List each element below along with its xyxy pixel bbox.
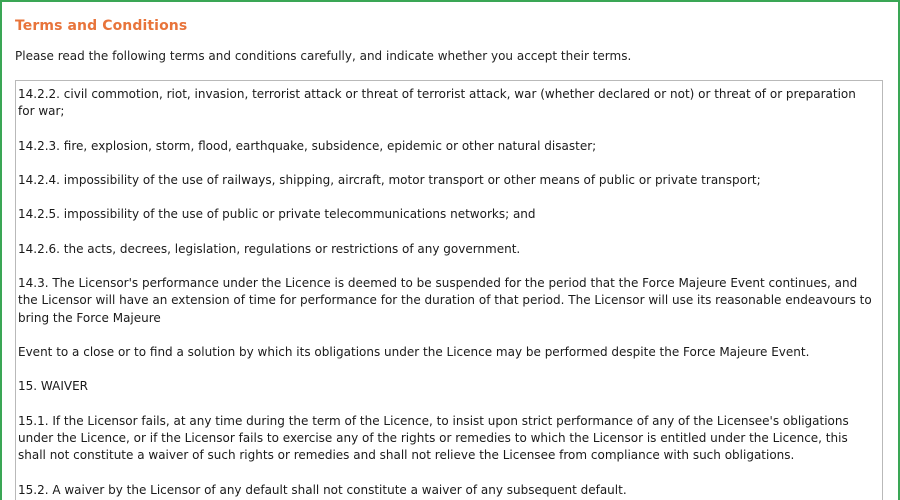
terms-paragraph: 14.2.4. impossibility of the use of railways, shipping, aircraft, motor transport or other means of public or private transport; xyxy=(18,172,761,187)
terms-text-box[interactable] xyxy=(15,80,883,500)
terms-paragraph: 15. WAIVER xyxy=(18,379,88,394)
terms-paragraph: 14.2.6. the acts, decrees, legislation, regulations or restrictions of any government. xyxy=(18,241,521,256)
terms-paragraph: Event to a close or to find a solution by which its obligations under the Licence may be performed despite the Force Majeure Event. xyxy=(18,344,810,359)
terms-paragraph: 14.2.3. fire, explosion, storm, flood, earthquake, subsidence, epidemic or other natural disaster; xyxy=(18,138,597,153)
terms-text-content xyxy=(16,81,882,499)
terms-paragraph: 14.2.5. impossibility of the use of public or private telecommunications networks; and xyxy=(18,207,536,222)
terms-paragraph: 14.3. The Licensor's performance under the Licence is deemed to be suspended for the period that the Force Majeure Event continues, and the Licensor will have an extension of time for performance for the duration of that period. The Licensor will use its reasonable endeavours to bring the Force Majeure xyxy=(18,276,872,325)
terms-paragraph: 15.2. A waiver by the Licensor of any default shall not constitute a waiver of any subsequent default. xyxy=(18,482,627,497)
terms-paragraph: 15.1. If the Licensor fails, at any time during the term of the Licence, to insist upon strict performance of any of the Licensee's obligations under the Licence, or if the Licensor fails to exercise any of the rights or remedies to which the Licensor is entitled under the Licence, this shall not constitute a waiver of such rights or remedies and shall not relieve the Licensee from compliance with such obligations. xyxy=(18,413,849,463)
dialog-title: Terms and Conditions xyxy=(15,18,188,34)
instructions-text: Please read the following terms and conditions carefully, and indicate whether you accept their terms. xyxy=(15,49,632,63)
terms-paragraph: 14.2.2. civil commotion, riot, invasion, terrorist attack or threat of terrorist attack, war (whether declared or not) or threat of or preparation for war; xyxy=(18,87,856,119)
